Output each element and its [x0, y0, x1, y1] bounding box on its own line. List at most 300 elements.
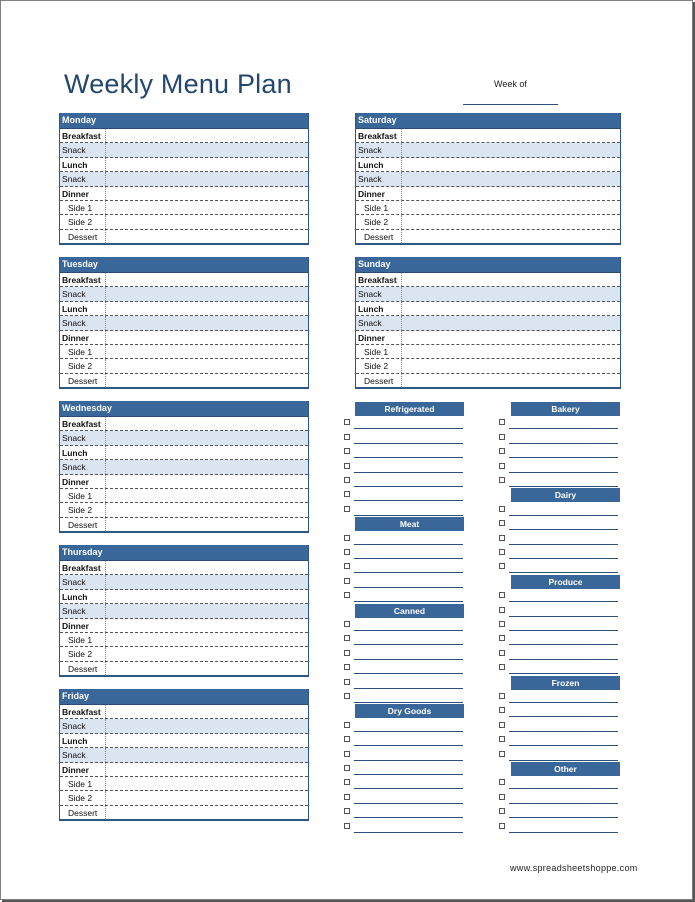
- checkbox-icon[interactable]: [344, 491, 350, 497]
- day-block-5: [355, 113, 621, 245]
- meal-row: [356, 172, 620, 186]
- meal-label: Side 2: [60, 647, 106, 660]
- meal-row: [356, 345, 620, 359]
- grocery-item: [499, 703, 624, 717]
- meal-entry-field[interactable]: [106, 489, 308, 502]
- meal-entry-field[interactable]: [106, 518, 308, 531]
- meal-entry-field[interactable]: [402, 287, 620, 300]
- checkbox-icon[interactable]: [344, 679, 350, 685]
- meal-entry-field[interactable]: [106, 647, 308, 660]
- meal-entry-field[interactable]: [106, 561, 308, 574]
- meal-row: [60, 302, 308, 316]
- meal-entry-field[interactable]: [106, 417, 308, 430]
- meal-label: Breakfast: [60, 417, 106, 430]
- checkbox-icon[interactable]: [344, 448, 350, 454]
- checkbox-icon[interactable]: [499, 693, 505, 699]
- checkbox-icon[interactable]: [499, 607, 505, 613]
- meal-label: Snack: [356, 316, 402, 329]
- grocery-item: [344, 559, 469, 573]
- grocery-item: [344, 574, 469, 588]
- meal-row: [60, 590, 308, 604]
- meal-row: [60, 143, 308, 157]
- grocery-item: [344, 689, 469, 703]
- grocery-item: [499, 747, 624, 761]
- grocery-item: [344, 631, 469, 645]
- meal-row: [60, 575, 308, 589]
- meal-label: Lunch: [356, 302, 402, 315]
- checkbox-icon[interactable]: [344, 535, 350, 541]
- meal-label: Side 1: [60, 345, 106, 358]
- meal-entry-field[interactable]: [106, 619, 308, 632]
- week-of-label: Week of: [494, 79, 527, 89]
- meal-row: [356, 143, 620, 157]
- grocery-item: [499, 473, 624, 487]
- grocery-category-header: Dairy: [511, 488, 620, 502]
- meal-row: [60, 791, 308, 805]
- meal-entry-field[interactable]: [106, 604, 308, 617]
- meal-row: [60, 719, 308, 733]
- meal-row: [356, 374, 620, 388]
- grocery-item: [499, 545, 624, 559]
- grocery-item: [344, 819, 469, 833]
- meal-row: [60, 777, 308, 791]
- meal-entry-field[interactable]: [106, 575, 308, 588]
- checkbox-icon[interactable]: [499, 419, 505, 425]
- meal-row: [60, 230, 308, 244]
- grocery-item: [499, 531, 624, 545]
- meal-row: [60, 316, 308, 330]
- meal-entry-field[interactable]: [106, 187, 308, 200]
- grocery-category-header: Produce: [511, 575, 620, 589]
- grocery-category-header: Dry Goods: [355, 704, 464, 718]
- meal-row: [60, 374, 308, 388]
- checkbox-icon[interactable]: [499, 664, 505, 670]
- meal-entry-field[interactable]: [402, 215, 620, 228]
- checkbox-icon[interactable]: [499, 535, 505, 541]
- checkbox-icon[interactable]: [344, 765, 350, 771]
- meal-label: Dessert: [60, 662, 106, 675]
- checkbox-icon[interactable]: [344, 463, 350, 469]
- meal-label: Snack: [60, 604, 106, 617]
- checkbox-icon[interactable]: [499, 736, 505, 742]
- meal-row: [60, 503, 308, 517]
- grocery-item: [499, 689, 624, 703]
- meal-row: [60, 475, 308, 489]
- checkbox-icon[interactable]: [344, 563, 350, 569]
- meal-label: Snack: [60, 719, 106, 732]
- meal-row: [356, 129, 620, 143]
- grocery-item: [499, 732, 624, 746]
- day-block-2: [59, 401, 309, 533]
- meal-row: [356, 331, 620, 345]
- grocery-item: [499, 588, 624, 602]
- meal-label: Dessert: [356, 374, 402, 387]
- meal-row: [356, 316, 620, 330]
- checkbox-icon[interactable]: [344, 664, 350, 670]
- meal-label: Side 2: [60, 359, 106, 372]
- meal-row: [60, 604, 308, 618]
- grocery-item-field[interactable]: [509, 486, 618, 487]
- meal-label: Breakfast: [356, 129, 402, 142]
- meal-entry-field[interactable]: [402, 187, 620, 200]
- page-title: Weekly Menu Plan: [64, 69, 292, 99]
- meal-entry-field[interactable]: [106, 705, 308, 718]
- grocery-item: [499, 415, 624, 429]
- grocery-category-header: Frozen: [511, 676, 620, 690]
- meal-label: Lunch: [60, 302, 106, 315]
- checkbox-icon[interactable]: [499, 779, 505, 785]
- grocery-item: [499, 459, 624, 473]
- meal-row: [356, 201, 620, 215]
- meal-entry-field[interactable]: [402, 345, 620, 358]
- grocery-item: [344, 732, 469, 746]
- grocery-item: [499, 559, 624, 573]
- grocery-item: [344, 531, 469, 545]
- checkbox-icon[interactable]: [499, 722, 505, 728]
- meal-label: Dessert: [60, 230, 106, 243]
- checkbox-icon[interactable]: [499, 823, 505, 829]
- grocery-item: [499, 775, 624, 789]
- footer-url: www.spreadsheetshoppe.com: [510, 863, 638, 873]
- grocery-item: [344, 415, 469, 429]
- grocery-item: [344, 790, 469, 804]
- checkbox-icon[interactable]: [344, 578, 350, 584]
- meal-entry-field[interactable]: [106, 503, 308, 516]
- grocery-category-header: Refrigerated: [355, 402, 464, 416]
- grocery-item-field[interactable]: [354, 702, 463, 703]
- meal-entry-field[interactable]: [106, 748, 308, 761]
- meal-entry-field[interactable]: [106, 273, 308, 286]
- meal-label: Snack: [60, 575, 106, 588]
- meal-label: Breakfast: [60, 705, 106, 718]
- meal-entry-field[interactable]: [402, 273, 620, 286]
- meal-label: Breakfast: [356, 273, 402, 286]
- meal-label: Dessert: [356, 230, 402, 243]
- meal-label: Snack: [60, 172, 106, 185]
- meal-row: [356, 215, 620, 229]
- meal-row: [60, 619, 308, 633]
- meal-row: [60, 748, 308, 762]
- week-of-field[interactable]: [463, 104, 558, 105]
- grocery-item: [344, 502, 469, 516]
- meal-entry-field[interactable]: [106, 475, 308, 488]
- meal-label: Dessert: [60, 518, 106, 531]
- meal-entry-field[interactable]: [106, 359, 308, 372]
- checkbox-icon[interactable]: [344, 751, 350, 757]
- grocery-item: [499, 819, 624, 833]
- meal-entry-field[interactable]: [106, 662, 308, 675]
- meal-row: [60, 633, 308, 647]
- meal-entry-field[interactable]: [106, 763, 308, 776]
- checkbox-icon[interactable]: [499, 506, 505, 512]
- day-block-6: [355, 257, 621, 389]
- grocery-category-header: Meat: [355, 517, 464, 531]
- meal-label: Side 2: [60, 791, 106, 804]
- meal-row: [60, 662, 308, 676]
- checkbox-icon[interactable]: [344, 722, 350, 728]
- meal-entry-field[interactable]: [106, 316, 308, 329]
- meal-label: Lunch: [60, 734, 106, 747]
- grocery-item: [344, 660, 469, 674]
- meal-row: [60, 431, 308, 445]
- grocery-item: [344, 487, 469, 501]
- grocery-item: [499, 444, 624, 458]
- meal-label: Dessert: [60, 374, 106, 387]
- checkbox-icon[interactable]: [499, 463, 505, 469]
- meal-label: Side 2: [60, 503, 106, 516]
- grocery-item-field[interactable]: [509, 572, 618, 573]
- meal-row: [356, 273, 620, 287]
- meal-entry-field[interactable]: [106, 158, 308, 171]
- meal-entry-field[interactable]: [106, 201, 308, 214]
- meal-entry-field[interactable]: [106, 446, 308, 459]
- meal-row: [60, 158, 308, 172]
- checkbox-icon[interactable]: [344, 650, 350, 656]
- grocery-item: [499, 646, 624, 660]
- meal-entry-field[interactable]: [106, 460, 308, 473]
- checkbox-icon[interactable]: [344, 477, 350, 483]
- meal-label: Breakfast: [60, 129, 106, 142]
- checkbox-icon[interactable]: [344, 823, 350, 829]
- meal-entry-field[interactable]: [106, 345, 308, 358]
- grocery-item: [499, 430, 624, 444]
- checkbox-icon[interactable]: [499, 477, 505, 483]
- meal-entry-field[interactable]: [106, 230, 308, 243]
- meal-label: Lunch: [356, 158, 402, 171]
- meal-row: [60, 806, 308, 820]
- checkbox-icon[interactable]: [499, 650, 505, 656]
- meal-label: Side 1: [60, 201, 106, 214]
- meal-label: Side 2: [60, 215, 106, 228]
- meal-row: [60, 129, 308, 143]
- grocery-item: [499, 516, 624, 530]
- day-header: Monday: [60, 113, 308, 129]
- grocery-item: [499, 631, 624, 645]
- meal-label: Side 1: [356, 201, 402, 214]
- meal-row: [60, 287, 308, 301]
- meal-row: [60, 345, 308, 359]
- day-block-0: [59, 113, 309, 245]
- checkbox-icon[interactable]: [499, 592, 505, 598]
- meal-label: Snack: [60, 287, 106, 300]
- meal-label: Breakfast: [60, 273, 106, 286]
- grocery-item: [499, 790, 624, 804]
- meal-row: [60, 763, 308, 777]
- checkbox-icon[interactable]: [344, 794, 350, 800]
- meal-label: Snack: [356, 172, 402, 185]
- meal-entry-field[interactable]: [106, 215, 308, 228]
- day-header: Thursday: [60, 545, 308, 561]
- checkbox-icon[interactable]: [499, 707, 505, 713]
- meal-entry-field[interactable]: [106, 806, 308, 819]
- meal-entry-field[interactable]: [106, 431, 308, 444]
- meal-label: Dinner: [356, 331, 402, 344]
- day-block-4: [59, 689, 309, 821]
- checkbox-icon[interactable]: [499, 520, 505, 526]
- meal-entry-field[interactable]: [106, 129, 308, 142]
- meal-label: Snack: [60, 316, 106, 329]
- meal-label: Side 1: [60, 633, 106, 646]
- meal-entry-field[interactable]: [402, 129, 620, 142]
- grocery-item: [499, 660, 624, 674]
- day-header: Friday: [60, 689, 308, 705]
- meal-row: [60, 489, 308, 503]
- checkbox-icon[interactable]: [499, 751, 505, 757]
- meal-row: [356, 230, 620, 244]
- checkbox-icon[interactable]: [344, 419, 350, 425]
- meal-label: Breakfast: [60, 561, 106, 574]
- meal-entry-field[interactable]: [106, 791, 308, 804]
- meal-row: [60, 215, 308, 229]
- grocery-item-field[interactable]: [509, 673, 618, 674]
- meal-entry-field[interactable]: [106, 633, 308, 646]
- grocery-item-field[interactable]: [354, 601, 463, 602]
- day-header: Tuesday: [60, 257, 308, 273]
- meal-row: [60, 446, 308, 460]
- meal-entry-field[interactable]: [402, 158, 620, 171]
- grocery-item: [499, 603, 624, 617]
- checkbox-icon[interactable]: [499, 794, 505, 800]
- meal-entry-field[interactable]: [106, 331, 308, 344]
- meal-label: Dessert: [60, 806, 106, 819]
- meal-label: Snack: [356, 143, 402, 156]
- meal-row: [60, 705, 308, 719]
- meal-entry-field[interactable]: [402, 374, 620, 387]
- checkbox-icon[interactable]: [344, 549, 350, 555]
- day-block-1: [59, 257, 309, 389]
- checkbox-icon[interactable]: [344, 808, 350, 814]
- meal-entry-field[interactable]: [402, 143, 620, 156]
- meal-entry-field[interactable]: [402, 201, 620, 214]
- meal-row: [356, 302, 620, 316]
- meal-label: Snack: [356, 287, 402, 300]
- meal-entry-field[interactable]: [106, 734, 308, 747]
- meal-row: [60, 201, 308, 215]
- grocery-item: [344, 675, 469, 689]
- checkbox-icon[interactable]: [344, 736, 350, 742]
- meal-entry-field[interactable]: [106, 287, 308, 300]
- meal-label: Dinner: [60, 619, 106, 632]
- grocery-item-field[interactable]: [354, 832, 463, 833]
- meal-row: [356, 187, 620, 201]
- meal-label: Dinner: [60, 763, 106, 776]
- meal-label: Dinner: [60, 331, 106, 344]
- meal-label: Side 1: [60, 489, 106, 502]
- grocery-item-field[interactable]: [354, 515, 463, 516]
- checkbox-icon[interactable]: [344, 592, 350, 598]
- grocery-item: [499, 617, 624, 631]
- meal-row: [356, 359, 620, 373]
- grocery-item: [344, 545, 469, 559]
- grocery-item: [499, 718, 624, 732]
- meal-label: Snack: [60, 143, 106, 156]
- grocery-item: [344, 761, 469, 775]
- grocery-category-header: Other: [511, 762, 620, 776]
- grocery-item: [344, 646, 469, 660]
- meal-entry-field[interactable]: [106, 777, 308, 790]
- grocery-category-header: Bakery: [511, 402, 620, 416]
- grocery-item: [499, 804, 624, 818]
- checkbox-icon[interactable]: [499, 621, 505, 627]
- meal-row: [60, 187, 308, 201]
- checkbox-icon[interactable]: [499, 563, 505, 569]
- day-header: Wednesday: [60, 401, 308, 417]
- meal-row: [60, 331, 308, 345]
- meal-entry-field[interactable]: [402, 172, 620, 185]
- meal-entry-field[interactable]: [106, 143, 308, 156]
- meal-label: Side 2: [356, 215, 402, 228]
- grocery-item-field[interactable]: [509, 760, 618, 761]
- meal-label: Lunch: [60, 590, 106, 603]
- checkbox-icon[interactable]: [344, 693, 350, 699]
- meal-entry-field[interactable]: [402, 302, 620, 315]
- grocery-item: [344, 775, 469, 789]
- meal-entry-field[interactable]: [402, 316, 620, 329]
- checkbox-icon[interactable]: [499, 808, 505, 814]
- day-header: Saturday: [356, 113, 620, 129]
- meal-entry-field[interactable]: [106, 719, 308, 732]
- meal-label: Lunch: [60, 158, 106, 171]
- checkbox-icon[interactable]: [499, 448, 505, 454]
- grocery-category-header: Canned: [355, 604, 464, 618]
- meal-row: [60, 518, 308, 532]
- checkbox-icon[interactable]: [344, 621, 350, 627]
- day-header: Sunday: [356, 257, 620, 273]
- meal-row: [356, 287, 620, 301]
- meal-row: [60, 460, 308, 474]
- meal-row: [60, 647, 308, 661]
- grocery-item: [344, 747, 469, 761]
- meal-entry-field[interactable]: [106, 374, 308, 387]
- meal-entry-field[interactable]: [402, 230, 620, 243]
- checkbox-icon[interactable]: [499, 434, 505, 440]
- day-block-3: [59, 545, 309, 677]
- meal-label: Side 1: [60, 777, 106, 790]
- meal-label: Side 1: [356, 345, 402, 358]
- checkbox-icon[interactable]: [499, 549, 505, 555]
- checkbox-icon[interactable]: [344, 434, 350, 440]
- meal-row: [60, 359, 308, 373]
- meal-label: Lunch: [60, 446, 106, 459]
- grocery-item: [344, 718, 469, 732]
- grocery-item: [344, 588, 469, 602]
- grocery-item: [344, 459, 469, 473]
- meal-row: [60, 417, 308, 431]
- meal-label: Snack: [60, 431, 106, 444]
- meal-label: Dinner: [356, 187, 402, 200]
- meal-entry-field[interactable]: [402, 359, 620, 372]
- grocery-item: [344, 430, 469, 444]
- meal-label: Snack: [60, 460, 106, 473]
- checkbox-icon[interactable]: [344, 635, 350, 641]
- meal-entry-field[interactable]: [402, 331, 620, 344]
- grocery-item-field[interactable]: [509, 832, 618, 833]
- meal-label: Dinner: [60, 187, 106, 200]
- meal-entry-field[interactable]: [106, 590, 308, 603]
- checkbox-icon[interactable]: [344, 506, 350, 512]
- grocery-item: [499, 502, 624, 516]
- meal-row: [356, 158, 620, 172]
- checkbox-icon[interactable]: [344, 779, 350, 785]
- grocery-item: [344, 444, 469, 458]
- meal-entry-field[interactable]: [106, 302, 308, 315]
- meal-row: [60, 172, 308, 186]
- meal-entry-field[interactable]: [106, 172, 308, 185]
- grocery-item: [344, 473, 469, 487]
- meal-row: [60, 734, 308, 748]
- meal-label: Side 2: [356, 359, 402, 372]
- checkbox-icon[interactable]: [499, 635, 505, 641]
